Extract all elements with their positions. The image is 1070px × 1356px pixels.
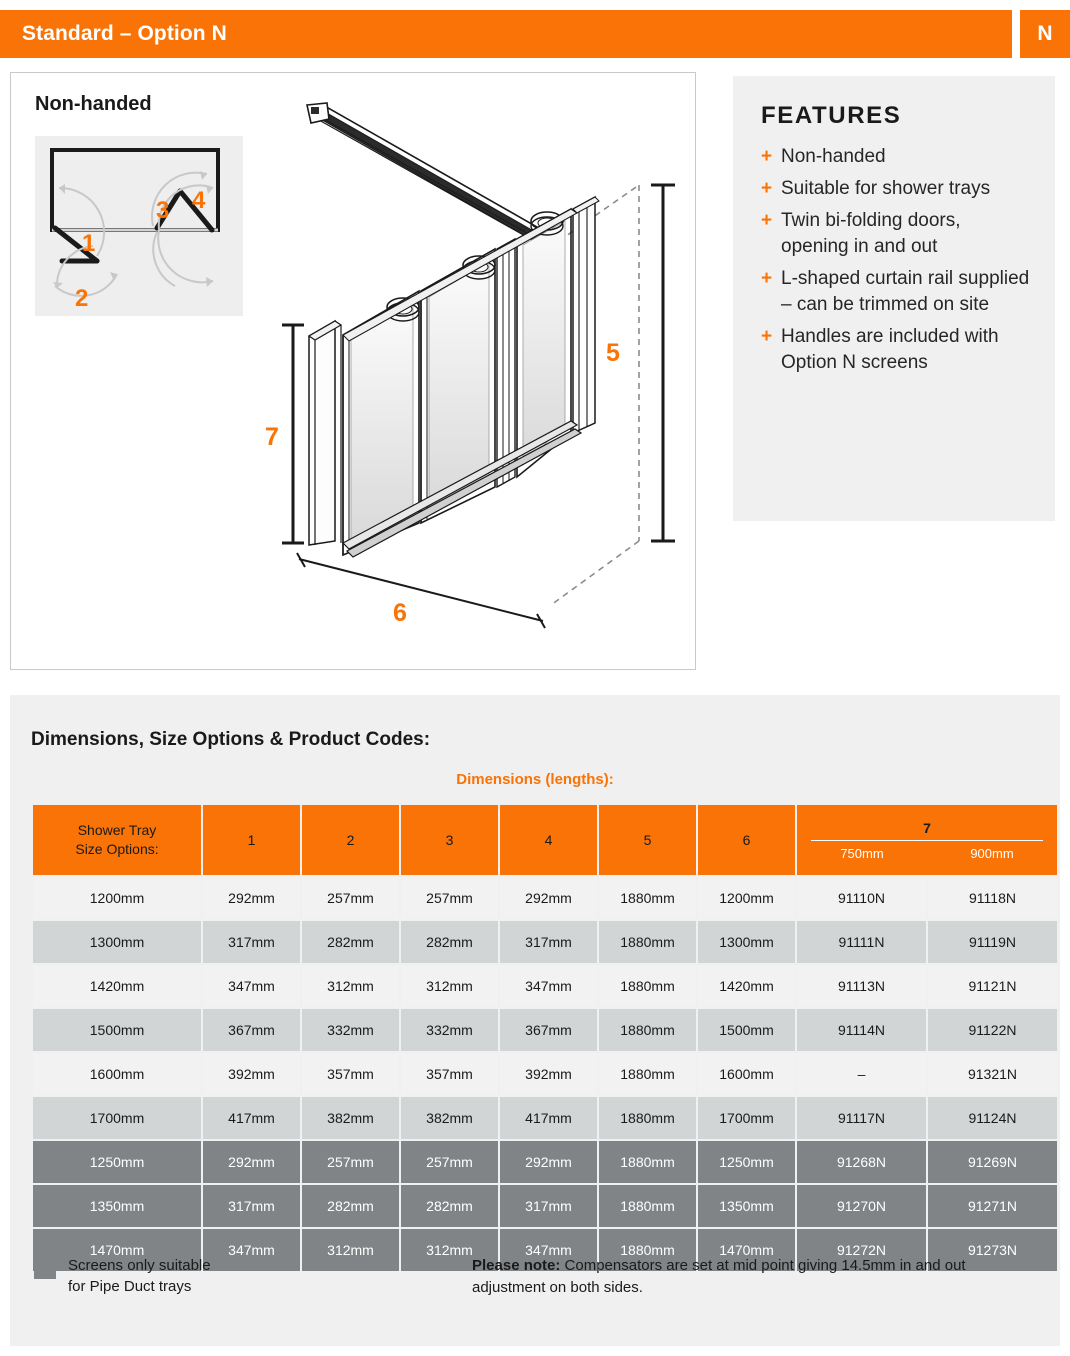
- please-note-label: Please note:: [472, 1257, 561, 1274]
- header-col-7-group: [797, 805, 1057, 875]
- dimension-line-7: [282, 325, 304, 543]
- table-body: [33, 877, 1057, 1271]
- table-row: [33, 1009, 1057, 1051]
- shower-screen-drawing: [309, 197, 599, 557]
- cell-dim-2: 282mm: [302, 1185, 399, 1227]
- cell-dim-2: 282mm: [302, 921, 399, 963]
- cell-dim-1: 292mm: [203, 1141, 300, 1183]
- feature-item: [761, 144, 1031, 170]
- cell-dim-4: 317mm: [500, 921, 597, 963]
- cell-dim-1: 417mm: [203, 1097, 300, 1139]
- feature-item: [761, 176, 1031, 202]
- dimension-label-5: 5: [606, 339, 620, 367]
- header-line-1: Shower Tray: [77, 822, 157, 838]
- cell-dim-3: 382mm: [401, 1097, 498, 1139]
- cell-dim-6: 1500mm: [698, 1009, 795, 1051]
- header-shower-tray-size: [33, 805, 201, 875]
- legend-text: [68, 1255, 211, 1297]
- plan-label-1: 1: [82, 230, 96, 257]
- dimension-label-6: 6: [393, 599, 407, 627]
- cell-code-750: –: [797, 1053, 926, 1095]
- dimensions-heading: Dimensions, Size Options & Product Codes:: [31, 729, 431, 750]
- legend-line-1: Screens only suitable: [68, 1257, 211, 1274]
- cell-dim-5: 1880mm: [599, 877, 696, 919]
- product-codes-table: [31, 803, 1059, 1273]
- table-row: [33, 921, 1057, 963]
- cell-code-900: 91118N: [928, 877, 1057, 919]
- cell-code-750: 91110N: [797, 877, 926, 919]
- cell-dim-3: 282mm: [401, 1185, 498, 1227]
- feature-label: Suitable for shower trays: [781, 178, 991, 199]
- cell-dim-2: 332mm: [302, 1009, 399, 1051]
- header-col-7-rule: [811, 840, 1043, 841]
- header-col-7-sub-900: 900mm: [970, 845, 1014, 861]
- please-note-text: Compensators are set at mid point giving 14.5mm in and out adjustment on both sides.: [472, 1257, 966, 1296]
- option-badge: N: [1020, 10, 1070, 58]
- table-row: [33, 1141, 1057, 1183]
- cell-code-900: 91269N: [928, 1141, 1057, 1183]
- cell-dim-2: 257mm: [302, 1141, 399, 1183]
- features-panel: [733, 76, 1055, 521]
- cell-code-900: 91273N: [928, 1229, 1057, 1271]
- cell-code-900: 91124N: [928, 1097, 1057, 1139]
- cell-code-750: 91268N: [797, 1141, 926, 1183]
- cell-dim-2: 312mm: [302, 1229, 399, 1271]
- plus-icon: +: [761, 178, 773, 199]
- cell-dim-4: 347mm: [500, 965, 597, 1007]
- cell-dim-6: 1420mm: [698, 965, 795, 1007]
- cell-dim-1: 392mm: [203, 1053, 300, 1095]
- cell-dim-3: 257mm: [401, 877, 498, 919]
- table-row: [33, 1097, 1057, 1139]
- cell-dim-6: 1350mm: [698, 1185, 795, 1227]
- header-title-bar: [0, 10, 1012, 58]
- cell-dim-4: 292mm: [500, 1141, 597, 1183]
- nonhanded-heading: Non-handed: [35, 93, 152, 115]
- header-col-7-sub-750: 750mm: [840, 845, 884, 861]
- header-col-4: 4: [500, 805, 597, 875]
- header-line-2: Size Options:: [75, 841, 159, 857]
- cell-tray-size: 1300mm: [33, 921, 201, 963]
- cell-dim-1: 347mm: [203, 965, 300, 1007]
- cell-dim-3: 282mm: [401, 921, 498, 963]
- cell-dim-3: 332mm: [401, 1009, 498, 1051]
- dimensions-panel: [10, 695, 1060, 1346]
- cell-code-750: 91111N: [797, 921, 926, 963]
- cell-dim-3: 257mm: [401, 1141, 498, 1183]
- cell-tray-size: 1470mm: [33, 1229, 201, 1271]
- header-col-1: 1: [203, 805, 300, 875]
- cell-code-750: 91113N: [797, 965, 926, 1007]
- cell-dim-6: 1470mm: [698, 1229, 795, 1271]
- please-note: [472, 1255, 1012, 1299]
- table-row: [33, 1185, 1057, 1227]
- cell-dim-4: 292mm: [500, 877, 597, 919]
- cell-code-900: 91119N: [928, 921, 1057, 963]
- dimension-line-5: [651, 185, 675, 541]
- cell-code-900: 91122N: [928, 1009, 1057, 1051]
- cell-tray-size: 1700mm: [33, 1097, 201, 1139]
- page-title: Standard – Option N: [22, 22, 227, 45]
- dimension-label-7: 7: [265, 423, 279, 451]
- plan-label-4: 4: [192, 187, 206, 214]
- cell-dim-5: 1880mm: [599, 1009, 696, 1051]
- cell-dim-1: 292mm: [203, 877, 300, 919]
- cell-dim-4: 392mm: [500, 1053, 597, 1095]
- cell-dim-4: 367mm: [500, 1009, 597, 1051]
- cell-tray-size: 1600mm: [33, 1053, 201, 1095]
- cell-dim-3: 312mm: [401, 1229, 498, 1271]
- cell-dim-2: 382mm: [302, 1097, 399, 1139]
- cell-dim-6: 1250mm: [698, 1141, 795, 1183]
- cell-dim-4: 317mm: [500, 1185, 597, 1227]
- cell-dim-4: 417mm: [500, 1097, 597, 1139]
- cell-dim-1: 317mm: [203, 1185, 300, 1227]
- table-row: [33, 1053, 1057, 1095]
- cell-dim-5: 1880mm: [599, 965, 696, 1007]
- cell-tray-size: 1200mm: [33, 877, 201, 919]
- cell-dim-5: 1880mm: [599, 921, 696, 963]
- pipe-duct-legend: [34, 1255, 211, 1297]
- cell-dim-3: 357mm: [401, 1053, 498, 1095]
- cell-dim-2: 312mm: [302, 965, 399, 1007]
- dimensions-caption: Dimensions (lengths):: [456, 771, 614, 788]
- cell-code-900: 91121N: [928, 965, 1057, 1007]
- cell-dim-1: 317mm: [203, 921, 300, 963]
- cell-dim-6: 1700mm: [698, 1097, 795, 1139]
- cell-dim-6: 1300mm: [698, 921, 795, 963]
- cell-tray-size: 1500mm: [33, 1009, 201, 1051]
- plus-icon: +: [761, 210, 773, 231]
- page-header: [0, 10, 1070, 58]
- cell-dim-2: 257mm: [302, 877, 399, 919]
- table-row: [33, 877, 1057, 919]
- feature-label: L-shaped curtain rail supplied – can be trimmed on site: [781, 268, 1030, 315]
- cell-dim-6: 1600mm: [698, 1053, 795, 1095]
- diagram-panel: [10, 72, 696, 670]
- cell-dim-5: 1880mm: [599, 1229, 696, 1271]
- cell-dim-5: 1880mm: [599, 1053, 696, 1095]
- door-swing-plan-diagram: [35, 136, 243, 316]
- cell-dim-2: 357mm: [302, 1053, 399, 1095]
- cell-dim-1: 347mm: [203, 1229, 300, 1271]
- header-col-3: 3: [401, 805, 498, 875]
- feature-label: Non-handed: [781, 146, 886, 167]
- table-header-row: [33, 805, 1057, 875]
- feature-label: Handles are included with Option N screens: [781, 326, 999, 373]
- cell-dim-5: 1880mm: [599, 1097, 696, 1139]
- cell-code-900: 91321N: [928, 1053, 1057, 1095]
- isometric-product-illustration: [251, 93, 691, 663]
- cell-tray-size: 1420mm: [33, 965, 201, 1007]
- cell-tray-size: 1350mm: [33, 1185, 201, 1227]
- header-col-6: 6: [698, 805, 795, 875]
- header-col-5: 5: [599, 805, 696, 875]
- cell-code-750: 91117N: [797, 1097, 926, 1139]
- cell-dim-5: 1880mm: [599, 1185, 696, 1227]
- dimension-line-6: [297, 553, 545, 628]
- feature-item: [761, 266, 1031, 318]
- header-col-2: 2: [302, 805, 399, 875]
- features-heading: FEATURES: [761, 102, 902, 129]
- plus-icon: +: [761, 146, 773, 167]
- cell-code-750: 91114N: [797, 1009, 926, 1051]
- header-gap: [1012, 10, 1020, 58]
- feature-item: [761, 324, 1031, 376]
- cell-code-750: 91270N: [797, 1185, 926, 1227]
- cell-dim-6: 1200mm: [698, 877, 795, 919]
- table-row: [33, 965, 1057, 1007]
- cell-code-900: 91271N: [928, 1185, 1057, 1227]
- legend-color-swatch: [34, 1257, 56, 1279]
- plus-icon: +: [761, 326, 773, 347]
- cell-dim-5: 1880mm: [599, 1141, 696, 1183]
- plan-label-3: 3: [156, 197, 170, 224]
- feature-item: [761, 208, 1031, 260]
- cell-dim-3: 312mm: [401, 965, 498, 1007]
- header-col-7-label: 7: [923, 819, 931, 836]
- cell-dim-1: 367mm: [203, 1009, 300, 1051]
- cell-dim-4: 347mm: [500, 1229, 597, 1271]
- plus-icon: +: [761, 268, 773, 289]
- cell-tray-size: 1250mm: [33, 1141, 201, 1183]
- legend-line-2: for Pipe Duct trays: [68, 1278, 192, 1295]
- plan-label-2: 2: [75, 285, 89, 312]
- feature-label: Twin bi-folding doors, opening in and out: [781, 210, 961, 257]
- cell-code-750: 91272N: [797, 1229, 926, 1271]
